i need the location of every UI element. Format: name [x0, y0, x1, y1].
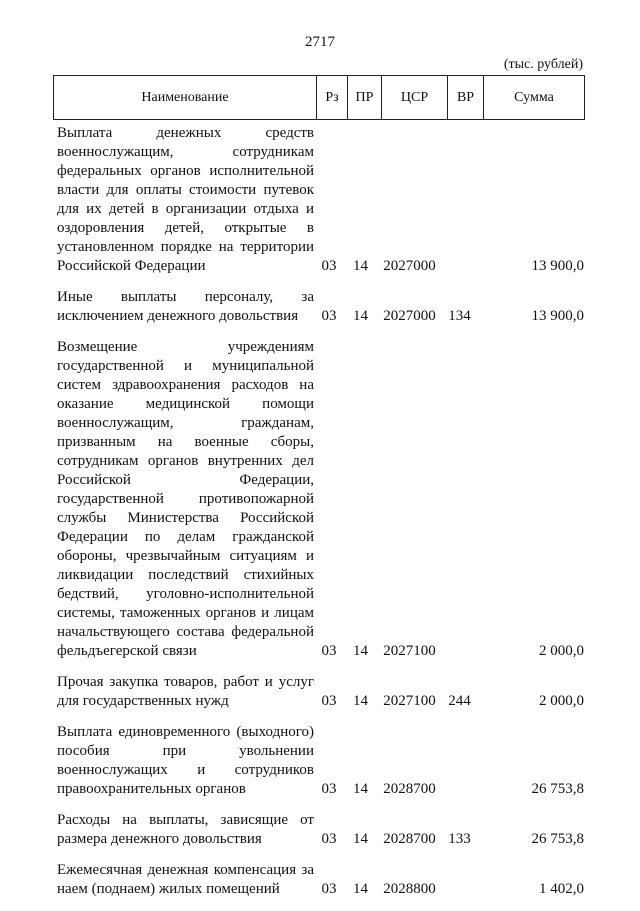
row-sum: 1 402,0 [539, 881, 584, 897]
header-sum: Сумма [483, 76, 584, 119]
row-rz: 03 [321, 781, 337, 797]
row-csr: 2028700 [383, 831, 436, 847]
row-rz: 03 [321, 258, 337, 274]
row-vr: 133 [448, 831, 471, 847]
table-row [57, 288, 584, 326]
table-row [57, 811, 584, 849]
header-name: Наименование [141, 89, 229, 105]
header-csr: ЦСР [381, 76, 447, 119]
row-csr: 2027100 [383, 693, 436, 709]
row-name: Выплата единовременного (выходного) пособия при увольнении военнослужащих и сотрудников правоохранительных органов [57, 724, 314, 797]
row-csr: 2028800 [383, 881, 436, 897]
row-pr: 14 [353, 881, 368, 897]
row-sum: 26 753,8 [531, 781, 584, 797]
row-csr: 2027000 [383, 258, 436, 274]
header-rz: Рз [316, 76, 347, 119]
header-pr: ПР [347, 76, 381, 119]
row-csr: 2028700 [383, 781, 436, 797]
table-row [57, 861, 584, 899]
table-header [53, 75, 585, 120]
row-rz: 03 [321, 643, 337, 659]
row-rz: 03 [321, 831, 337, 847]
row-sum: 26 753,8 [531, 831, 584, 847]
table-body [57, 124, 584, 911]
row-pr: 14 [353, 643, 368, 659]
row-csr: 2027000 [383, 308, 436, 324]
row-sum: 13 900,0 [531, 308, 584, 324]
row-name: Прочая закупка товаров, работ и услуг для государственных нужд [57, 674, 314, 709]
row-vr: 134 [448, 308, 471, 324]
row-pr: 14 [353, 781, 368, 797]
row-csr: 2027100 [383, 643, 436, 659]
row-name: Иные выплаты персоналу, за исключением денежного довольствия [57, 289, 314, 324]
row-sum: 13 900,0 [531, 258, 584, 274]
row-rz: 03 [321, 881, 337, 897]
row-pr: 14 [353, 831, 368, 847]
row-name: Выплата денежных средств военнослужащим, сотрудникам федеральных органов исполнительной власти для оплаты стоимости путевок для их детей в организации отдыха и оздоровления детей, открытые в установленном порядке на территории Российской Федерации [57, 125, 314, 274]
row-name: Возмещение учреждениям государственной и муниципальной систем здравоохранения расходов на оказание медицинской помощи военнослужащим, гражданам, призванным на военные сборы, сотрудникам органов внутренних дел Российской Федерации, государственной противопожарной службы Министерства Российской Федерации по делам гражданской обороны, чрезвычайным ситуациям и ликвидации последствий стихийных бедствий, уголовно-исполнительной системы, таможенных органов и лицам начальствующего состава федеральной фельдъегерской связи [57, 339, 314, 659]
row-pr: 14 [353, 258, 368, 274]
table-row [57, 673, 584, 711]
row-name: Расходы на выплаты, зависящие от размера денежного довольствия [57, 812, 314, 847]
page-number: 2717 [305, 34, 335, 50]
row-pr: 14 [353, 308, 368, 324]
table-row [57, 124, 584, 276]
row-sum: 2 000,0 [539, 693, 584, 709]
units-label: (тыс. рублей) [503, 57, 583, 72]
table-row [57, 338, 584, 661]
header-vr: ВР [447, 76, 483, 119]
table-row [57, 723, 584, 799]
row-vr: 244 [448, 693, 471, 709]
row-rz: 03 [321, 693, 337, 709]
row-rz: 03 [321, 308, 337, 324]
row-name: Ежемесячная денежная компенсация за наем (поднаем) жилых помещений [57, 862, 314, 897]
row-pr: 14 [353, 693, 368, 709]
row-sum: 2 000,0 [539, 643, 584, 659]
